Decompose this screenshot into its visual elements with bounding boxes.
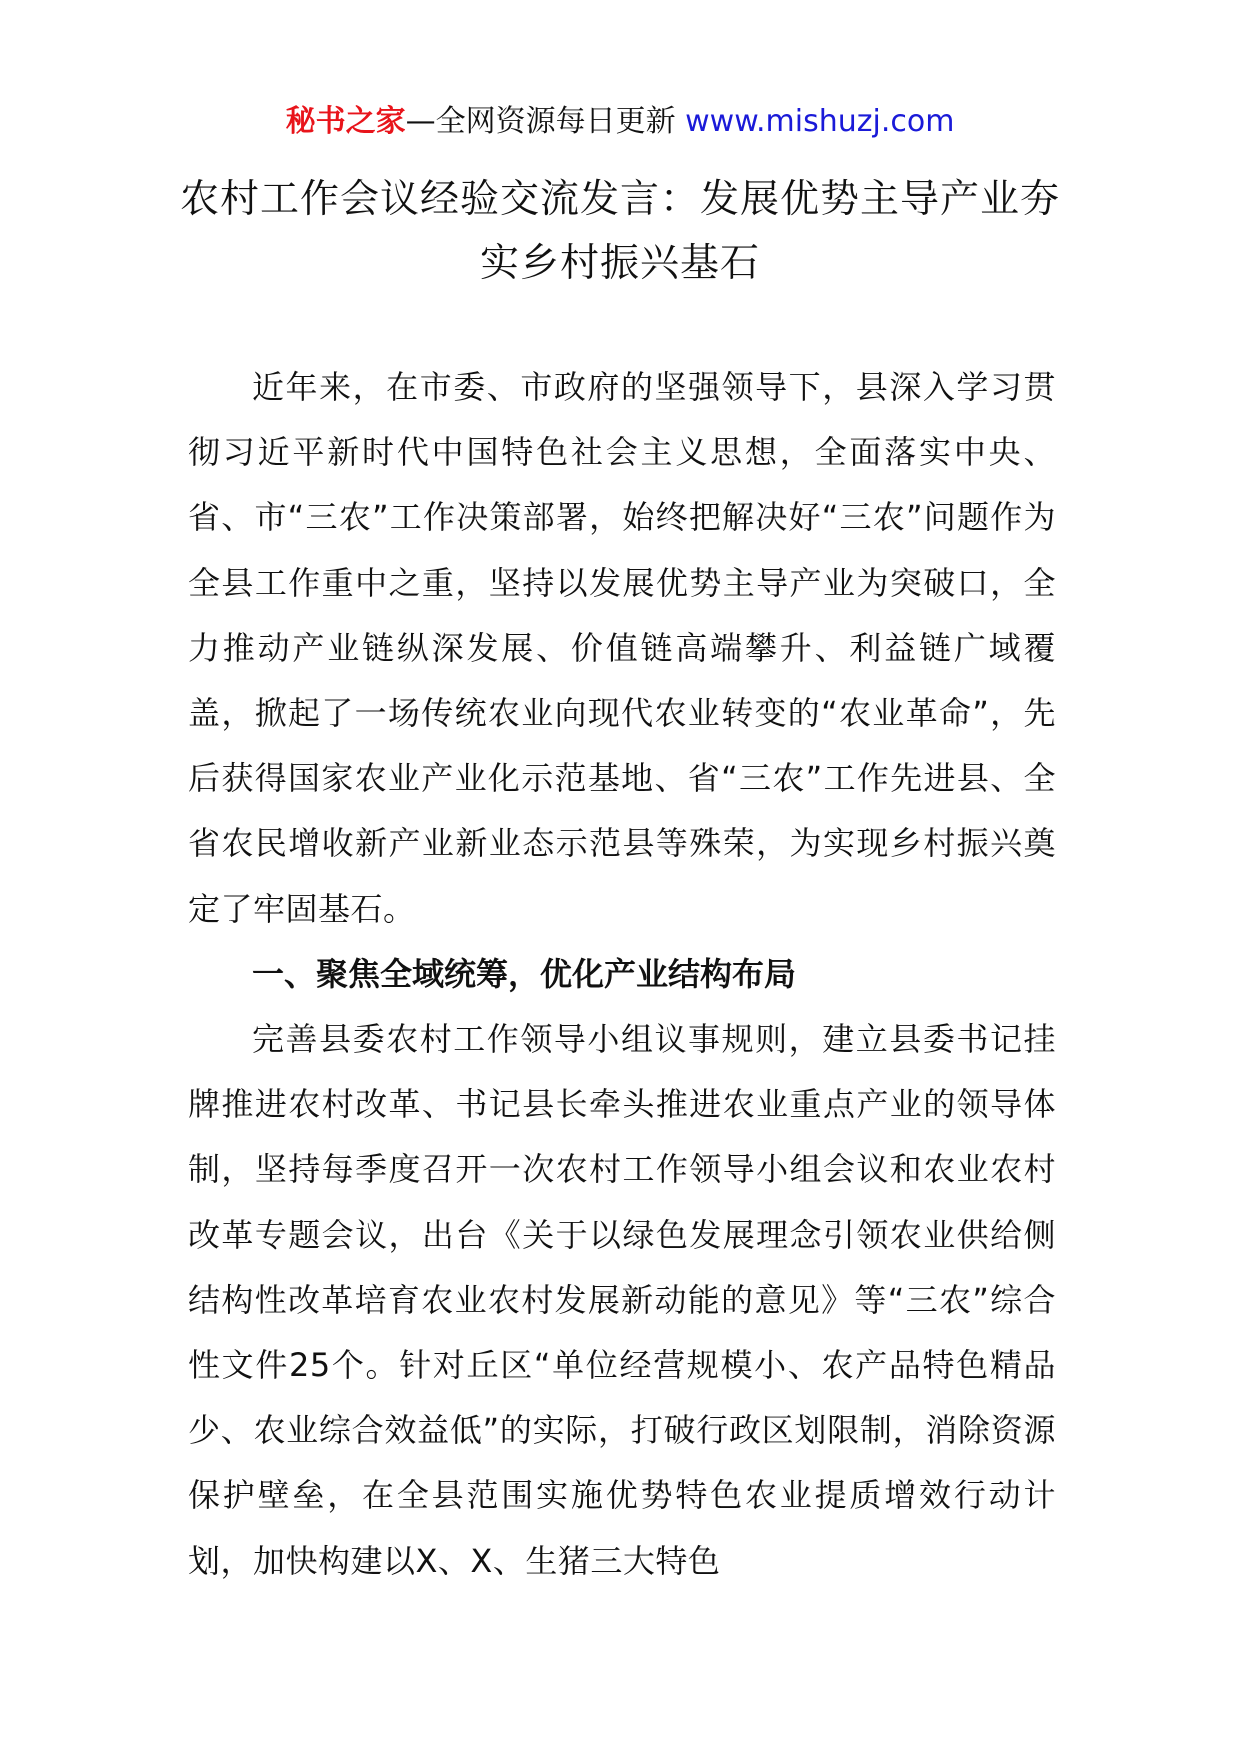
section-paragraph: 完善县委农村工作领导小组议事规则，建立县委书记挂牌推进农村改革、书记县长牵头推进农业重点产业的领导体制，坚持每季度召开一次农村工作领导小组会议和农业农村改革专题会议，出台《关于以绿色发展理念引领农业供给侧结构性改革培育农业农村发展新动能的意见》等“三农”综合性文件25个。针对丘区“单位经营规模小、农产品特色精品少、农业综合效益低”的实际，打破行政区划限制，消除资源保护壁垒，在全县范围实施优势特色农业提质增效行动计划，加快构建以X、X、生猪三大特色 <box>188 1020 1056 1580</box>
document-body <box>188 355 1056 1594</box>
intro-paragraph: 近年来，在市委、市政府的坚强领导下，县深入学习贯彻习近平新时代中国特色社会主义思想，全面落实中央、省、市“三农”工作决策部署，始终把解决好“三农”问题作为全县工作重中之重，坚持以发展优势主导产业为突破口，全力推动产业链纵深发展、价值链高端攀升、利益链广域覆盖，掀起了一场传统农业向现代农业转变的“农业革命”，先后获得国家农业产业化示范基地、省“三农”工作先进县、全省农民增收新产业新业态示范县等殊荣，为实现乡村振兴奠定了牢固基石。 <box>188 368 1056 928</box>
document-title: 农村工作会议经验交流发言：发展优势主导产业夯实乡村振兴基石 <box>180 177 1061 286</box>
header-tagline: —全网资源每日更新 <box>405 104 676 139</box>
site-url-link[interactable]: www.mishuzj.com <box>685 104 955 139</box>
brand-name: 秘书之家 <box>285 104 406 139</box>
site-header <box>0 100 1240 144</box>
section-heading: 一、聚焦全域统筹，优化产业结构布局 <box>252 954 797 993</box>
